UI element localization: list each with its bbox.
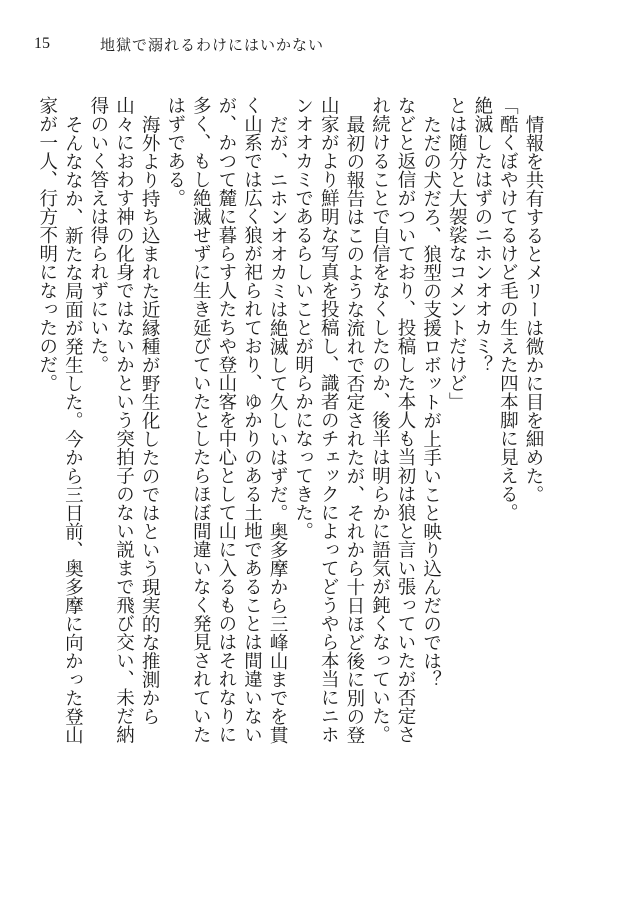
paragraph: 海外より持ち込まれた近縁種が野生化したのではという現実的な推測から山々におわす神の化身ではないかという突拍子のない説まで飛び交い、未だ納得のいく答えは得られずにいた。 xyxy=(87,96,161,744)
body-text xyxy=(36,96,546,746)
paragraph: ただの犬だろ、狼型の支援ロボットが上手いこと映り込んだのでは？ などと返信がついており、投稿した本人も当初は狼と言い張っていたが否定され続けることで自信をなくしたのか、後半は明らかに語気が鈍くなっていた。 xyxy=(369,96,442,744)
paragraph: そんななか、新たな局面が発生した。今から三日前、奥多摩に向かった登山家が一人、行方不明になったのだ。 xyxy=(36,96,84,744)
page-number: 15 xyxy=(34,35,50,52)
paragraph: 最初の報告はこのような流れで否定されたが、それから十日ほど後に別の登山家がより鮮明な写真を投稿し、識者のチェックによってどうやら本当にニホンオオカミであるらしいことが明らかになってきた。 xyxy=(292,96,365,744)
chapter-title: 地獄で溺れるわけにはいかない xyxy=(100,35,325,54)
paragraph: 情報を共有するとメリーは微かに目を細めた。 xyxy=(523,114,544,503)
paragraph: だが、ニホンオオカミは絶滅して久しいはずだ。奥多摩から三峰山までを貫く山系では広く狼が祀られており、ゆかりのある土地であることは間違いないが、かつて麓に暮らす人たちや登山客を中心として山に入るものはそれなりに多く、もし絶滅せずに生き延びていたとしたらほぼ間違いなく発見されていたはずである。 xyxy=(164,96,289,744)
quote-paragraph: 「酷くぼやけてるけど毛の生えた四本脚に見える。 絶滅したはずのニホンオオカミ？ とは随分と大袈裟なコメントだけど」 xyxy=(446,96,519,522)
running-head xyxy=(34,32,324,56)
